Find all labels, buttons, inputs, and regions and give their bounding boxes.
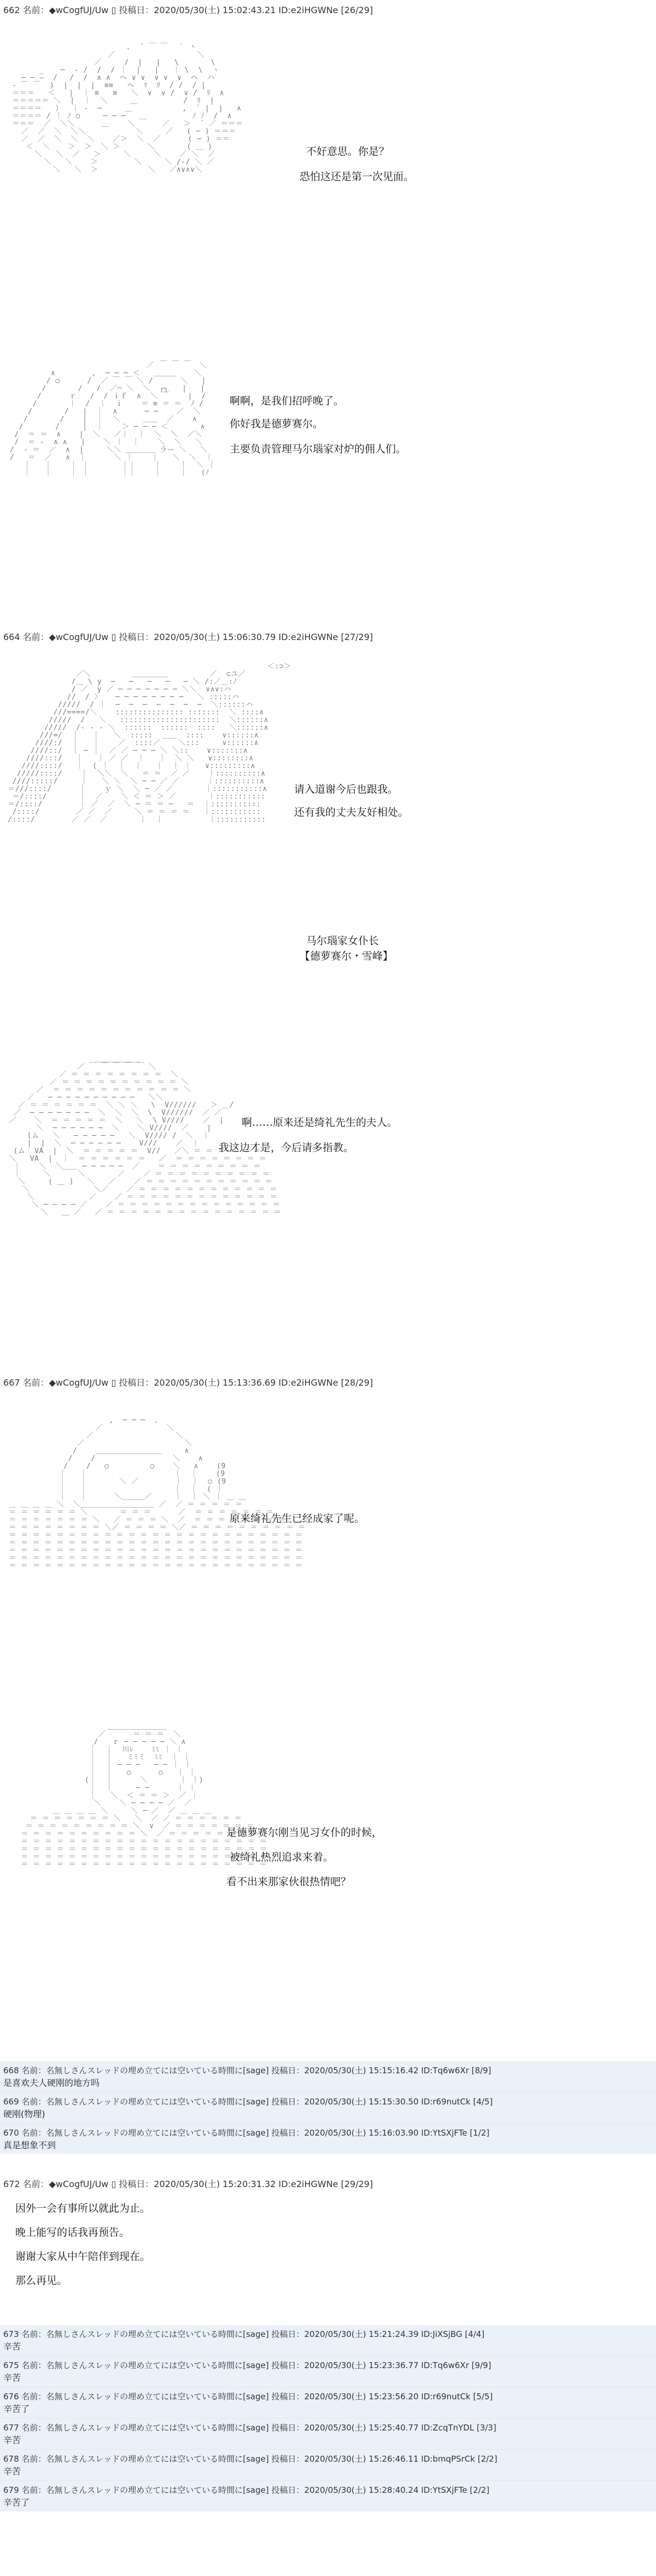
dialogue-line: 请入道谢今后也跟我。 xyxy=(294,783,399,795)
reply-header: 676 名前：名無しさんスレッドの埋め立てには空いている時間に[sage] 投稿日：2020/05/30(土) 15:23:56.20 ID:r69nutCk [5/5] xyxy=(3,2392,493,2401)
reply-post xyxy=(0,2387,656,2418)
dialogue-line: 啊……原来还是绮礼先生的夫人。 xyxy=(242,1117,398,1129)
reply-header: 670 名前：名無しさんスレッドの埋め立てには空いている時間に[sage] 投稿日：2020/05/30(土) 15:16:03.90 ID:YtSXjFTe [1/2] xyxy=(3,2128,490,2138)
caption-name: 【德萝赛尔・雪峰】 xyxy=(300,950,394,962)
ascii-art-figure: ＿＿＿＿＿＿＿＿ ／ ＝ ＝ ＝ ＼ / ｒ ─ ─ ─ ─ ─ ＼ ∧ ｜ ｜ 川ﾚ ﾐﾐ ｜ ｜ ｜ ｜ ミﾐミ ﾐﾐ ｜ ｜ ｜ ｜ ─ ─ ─ ─ ─ ｜ ｜ ｜ ｜ ○ ○ ｜ ｜ (｜ ｜ ＼ ｜ ｜) ｜ ｜ ─ ─ ｜ ｜ ｜ ＼ ＜ ＝ ＝ ＞ ／ ｜ ＼ ＼ ─ ─ ─ ─ ／ ／ ＿ ＿ ＿ ＿ ＼ ＼ ─ ／ ／ ＿ ＿ ＿ ＝ ＝ ＝ ＝ ＝ ＝ ＝ ＼ ＼ ／ ／ ＝ ＝ ＝ ＝ ＝ ＝ ＝ ＝ ＝ ＝ ＝ ＝ ＝ ＝ ＝ ＼ ∨ ／ ＝ ＝ ＝ ＝ ＝ ＝ ＝ ＝ ＝ ＝ ＝ ＝ ＝ ＝ ＝ ＝ ＝ ＼ ／ ＝ ＝ ＝ ＝ ＝ ＝ ＝ ＝ ＝ ＝ ＝ ＝ ＝ ＝ ＝ ＝ ＝ ＝ ＝ ＝ ＝ ＝ ＝ ＝ ＝ ＝ ＝ ＝ ＝ ＝ ＝ ＝ ＝ ＝ ＝ ＝ ＝ ＝ ＝ ＝ ＝ ＝ ＝ ＝ ＝ ＝ ＝ ＝ ＝ ＝ ＝ ＝ ＝ ＝ ＝ ＝ ＝ ＝ ＝ ＝ ＝ ＝ ＝ ＝ ＝ ＝ ＝ ＝ ＝ ＝ ＝ ＝ ＝ ＝ ＝ ＝ ＝ ＝ ＝ ＝ ＝ ＝ ＝ ＝ ＝ ＝ ＝ ＝ ＝ ＝ ＝ ＝ xyxy=(21,1723,267,1869)
dialogue-line: 还有我的丈夫友好相处。 xyxy=(294,806,409,818)
reply-header: 669 名前：名無しさんスレッドの埋め立てには空いている時間に[sage] 投稿日：2020/05/30(土) 15:15:30.50 ID:r69nutCk [4/5] xyxy=(3,2097,493,2107)
dialogue-line: 主要负责管理马尔瑙家对炉的佣人们。 xyxy=(230,443,407,455)
ascii-art-figure: ＜:⊃＞ ／＼ ＿＿＿＿＿ ／ ⊂ユ／ /＿ \ y ─ ─ ─ ─ ─ ＼ /:／＿:ﾉ / ／ y ／ ─ ─ ─ ─ ─ ─ ─ ＼＼ ∨∧∨:ハ // / 〉 ─ ─ ─ ─ ─ ─ ─ ─ ＼ :::::ハ ///// / ｜ ─ ─ ─ ─ ─ ─ ─ ＼::::::ハ ///====/＼ ::::::::::::::: ::::::: ＼ ::::∧ ///// / ＼ :::::::::::::::::::::: ＼::::::∧ ///// /‐ ‐ ‐ ＼ :::::: :::::: :::: ＼::::::∧ ///=/ ｜ ｜ ＼ ::::: ＿＿ :::: ∨::::::∧ ////:/ ｜ ｜ ／ ::::／ ＼::: ∨::::::∧ ////::/ ｜ ─ ｜ ／ ／ ─ ─ ─ ＼ ＼:: ∨:::::::∧ ////:::/ ｜ ｜ ／ ／ ｜ ｜ ＼ ＼ ∨::::::::∧ ////::::/ ｜ ( ｜ ｜ ｜ ｜ ｜ ｜ ∨:::::::::∧ /////::::/ ｜ ＼＼ ＼ ＝ ＝ ／ ／ ｜::::::::::∧ ////:::::/ ｜ ＼ ＼ ＼ ─ ─ ／ ／ ｜::::::::::∧ ＝///::::/ ｜ ｙ ＼ ＼ ─ ／ ／ ｜:::::::::::∧ ＝/::::/ ｜ ／ ＼ ＜ ＝ ＞ ／ ｜::::::::::: ＝/::::/ ｜ ／ ／ ＼ ─ ＝ ＝ ─ ＝ ｜::::::::::: /::::/ ／ ／ ／ ＼ ＝ ＝ ＝ ＝ ｜::::::::::: /::::/ ／ ／ ／ ｜ ｜ ｜::::::::::: xyxy=(8,662,291,824)
ascii-art-figure: ＿ ＿ ＿ ／ ＼ ∧ , ─ ─ ─ ＜ ＿＿＿ ＼ / ○ / ／ ￣ ￣ ＼ / ＼ | / / / ／⌒ ＼ ＼ ┌┐ | | / ｒ / / ｉｆ ∧ ＼ ￣ | / / ｜ / ｜ ｉ ＝ ≡ ＝ ＝ ﾉ / / / | ｜ ∧ ─ ─ ／ ＼ / / | ｜ ＼ ＿＿ ／ ∧ / / | ｜ ＞ ─ ─ ─ ＜ ∧ / ＝ ＝ ∧ | ＼ ／｜ ｜ ＼ ＼ ／＼ / ＝ ‐ ∧ ∧ | ＼ ｜ ｜ ＼ ＼ ＼ / ‐ ＝ ／ ∧ | ＼＼ ＿＿＿＿ ラー ＼ ＼ / ＝ ／ ∧ ｜ ＼ ｜ ｜ ＼ ＼ ｜ ｜ ｜ ｜ ｜ ｜｜ ｜ ｜ ＼ ｜ ｜ ｜ ｜ ｜ ｜｜ ｜ ｜ (ﾉ xyxy=(10,354,216,477)
reply-body: 真是想象不到 xyxy=(3,2140,56,2150)
post-header-667: 667 名前：◆wCogfUJ/Uw ▯ 投稿日：2020/05/30(土) 15:13:36.69 ID:e2iHGWNe [28/29] xyxy=(3,1377,373,1388)
reply-body: 辛苦了 xyxy=(3,2497,30,2508)
dialogue-line: 我这边才是，今后请多指教。 xyxy=(219,1142,354,1154)
reply-header: 679 名前：名無しさんスレッドの埋め立てには空いている時間に[sage] 投稿日：2020/05/30(土) 15:28:40.24 ID:YtSXjFTe [2/2] xyxy=(3,2485,490,2495)
dialogue-line: 恐怕这还是第一次见面。 xyxy=(300,171,414,183)
dialogue-line: 那么再见。 xyxy=(15,2275,68,2287)
post-header-672: 672 名前：◆wCogfUJ/Uw ▯ 投稿日：2020/05/30(土) 15:20:31.32 ID:e2iHGWNe [29/29] xyxy=(3,2179,373,2189)
reply-post xyxy=(0,2450,656,2480)
dialogue-line: 看不出来那家伙很热情吧？ xyxy=(226,1876,352,1888)
reply-header: 668 名前：名無しさんスレッドの埋め立てには空いている時間に[sage] 投稿日：2020/05/30(土) 15:15:16.42 ID:Tq6w6Xr [8/9] xyxy=(3,2066,491,2075)
dialogue-line: 晚上能写的话我再预告。 xyxy=(15,2226,130,2238)
reply-post xyxy=(0,2061,656,2092)
post-header-664: 664 名前：◆wCogfUJ/Uw ▯ 投稿日：2020/05/30(土) 15:06:30.79 ID:e2iHGWNe [27/29] xyxy=(3,632,373,642)
ascii-art-figure: . ´ ￣ ￣ ｀ 丶 ／ ＼ ／ / | | \ \ _ ─ ‐ / / / ｜ | | ｜ \ \ ヽ ─ ─ ― / / / ∧ ∧ ヘ ∨ ∨ ∨ ∨ ∨ ヘ ハ ‐ ￣ ￣ ) | | | ≡≡ ヘ ﾏ ﾘ / / / | ＝＝＝ ＜ | ｜ ≡ ≡ ＼ ∨ ∨ / ∨ / ﾘ ∧ ＝＝＝＝＝ ＼ | ｜ ＼ ＿ / ﾘ | ＝＝＝＝ ） ｜ ‐ ─ ＿ , ´ | | ∧ ＝＝＝＝ / ｜ ﾉ ○ ─ ─ ─ ＿ ﾉ ﾉ / ∧ ＝＝＝ ／ ＼＼ ＿ ＼ ／ ＞ ´ ／ ＝＝＝ ／ ／ ＼ ＼＼ ＼ ／ ( ─ ) ＝＝＝ ／ ／ ＼ ＼ ＼ ／＞ ＼ ／ ( ─ ) ＝＝ ＜ ＼ ＞ ＞ ＼ ＞ ＼ ( ＿ ) ＼ ＼ ／ ＞ ＼ ＼ ／ ＼ ／ ＼ ＼ ＞ ＼ ＼ /-/ ＼ ／ ＼ ＼ ＞ ＼ ／∧∨∧∨＼ xyxy=(12,43,243,174)
reply-body: 硬刚(物理) xyxy=(3,2109,45,2119)
reply-header: 673 名前：名無しさんスレッドの埋め立てには空いている時間に[sage] 投稿日：2020/05/30(土) 15:21:24.39 ID:JiXSjBG [4/4] xyxy=(3,2329,485,2339)
dialogue-line: 被绮礼热烈追求来着。 xyxy=(230,1851,334,1863)
reply-post xyxy=(0,2418,656,2449)
reply-body: 辛苦了 xyxy=(3,2404,30,2414)
reply-header: 677 名前：名無しさんスレッドの埋め立てには空いている時間に[sage] 投稿日：2020/05/30(土) 15:25:40.77 ID:ZcqTnYDL [3/3] xyxy=(3,2423,496,2433)
reply-post xyxy=(0,2481,656,2511)
dialogue-line: 不好意思。你是？ xyxy=(306,146,390,158)
ascii-art-figure: , ─ ─ ─ 、 ／ ＼ ／ ＼ ／ ＼ / ＿＿＿＿＿＿＿＿＿ ∧ / / ＼ ∧ / / ○ ○ ＼ ∧ (9 ｜ ｜ ｜ ｜ (9 ｜ ｜ ＼ ／ ｜ ｜ ○ (9 ｜ ｜ ｜ ｜ ( ｜ ｜ ｜ ＼＿＿＿／ ｜ ｜ ＼ ｜ ＿ ＿ ＿ ＿ ＿ ＿ ＼ ＼＿＿＿＿＿＿＿＿＿＿ ／ ／ ＝ ＝ ＝ ＝ ＝ ＝ ＝ ＝ ＝ ＝ ＝ ＼ ＝ ＝ ＝ ／ ＝ ＝ ＝ ＝ ＝ ＝ ＝ ＝ ＝ ＝ ＝ ＝ ＝ ＝ ＼ ／ ＝ ＝ ＝ ＼ ／ ＝ ＝ ＝ ＝ ＝ ＝ ＝ ＝ ＝ ＝ ＝ ＝ ＝ ＝ ＝ ＝ ＼／ ＝ ＝ ＝ ＝ ＼／ ＝ ＝ ＝ ＝ ＝ ＝ ＝ ＝ ＝ ＝ ＝ ＝ ＝ ＝ ＝ ＝ ＝ ＝ ＝ ＝ ＝ ＝ ＝ ＝ ＝ ＝ ＝ ＝ ＝ ＝ ＝ ＝ ＝ ＝ ＝ ＝ ＝ ＝ ＝ ＝ ＝ ＝ ＝ ＝ ＝ ＝ ＝ ＝ ＝ ＝ ＝ ＝ ＝ ＝ ＝ ＝ ＝ ＝ ＝ ＝ ＝ ＝ ＝ ＝ ＝ ＝ ＝ ＝ ＝ ＝ ＝ ＝ ＝ ＝ ＝ ＝ ＝ ＝ ＝ ＝ ＝ ＝ ＝ ＝ ＝ ＝ ＝ ＝ ＝ ＝ ＝ ＝ ＝ ＝ ＝ ＝ ＝ ＝ ＝ ＝ ＝ ＝ ＝ ＝ ＝ ＝ ＝ ＝ ＝ ＝ ＝ ＝ ＝ ＝ ＝ ＝ ＝ ＝ ＝ ＝ ＝ ＝ ＝ ＝ ＝ ＝ ＝ ＝ ＝ ＝ ＝ ＝ ＝ ＝ ＝ xyxy=(9,1416,306,1570)
dialogue-line: 啊啊，是我们招呼晚了。 xyxy=(230,395,344,407)
reply-header: 678 名前：名無しさんスレッドの埋め立てには空いている時間に[sage] 投稿日：2020/05/30(土) 15:26:46.11 ID:bmqPSrCk [2/2] xyxy=(3,2454,497,2464)
reply-body: 辛苦 xyxy=(3,2373,21,2383)
caption-title: 马尔瑙家女仆长 xyxy=(306,935,379,947)
dialogue-line: 原来绮礼先生已经成家了呢。 xyxy=(230,1513,365,1525)
reply-post xyxy=(0,2356,656,2387)
ascii-art-figure: ＿＿＿＿＿＿ ／ ￣ ￣ ￣ ￣ ￣ ＼ ／ ＝ ＝ ＝ ＝ ＝ ＝ ＝ ＝ ＼ ／ ＝ ＝ ＝ ＝ ＝ ＝ ＝ ＝ ＝ ＝ ＼ ／ ＝ ＝ ＝ ＝ ＝ ＝ ＝ ＝ ＝ ＝ ＝ ＼ ／ ─ ─ ─ ─ ─ ─ ─ ─ ─ ─ ＼＼ ／ ＝ ＝ ＝ ＝ ＝ ＝ ＼ ＼ ＼ \ V////// ＞ ＿/ ／ ─ ─ ─ ─ ─ ─ ─ ＼ ＼ ＼ \ V////// ／ ／ ／ ＼ ＝ ＝ ＝ ＝ ＝ ＼ ＼ \ V//// ／ | ＼ ─ ─ ─ ─ ─ ─ ＼ ＼ V//// ／ | (ム ＼ ─ ─ ─ ─ ─ ＼ V//// / ＼ ｜ | | ＼ ─ ─ ─ ─ ─ ─ V/// ／ ｜ (ム VA | ＼ ＝ ＝ ＝ ＝ ＝ V// ／＼ ＝ ＝ ＝ ＝ ＝ ＝ ＼ VA | ｜ ＝ ＝ ＝ ＝ ＝ ＝ ／ ＝ ＝ ＝ ＝ ＝ ＝ ＝ ＝ ｜ ＼ ＼＿＿ ─ ─ ─ ─ ─ ／ ＝ ＝ ＝ ＝ ＝ ＝ ＝ ＝ ＝ ｜ ＼ ＼ ／ ／ ＝ ＝ ＝ ＝ ＝ ＝ ＝ ＝ ＝ ＝ ＼ ( ＿ ) ＼ ／ ／ ＝ ＝ ＝ ＝ ＝ ＝ ＝ ＝ ＝ ＝ ＝ ＼ ＼／ ／ ＝ ＝ ＝ ＝ ＝ ＝ ＝ ＝ ＝ ＝ ＝ ＝ ＼ ／ ／ ＝ ＝ ＝ ＝ ＝ ＝ ＝ ＝ ＝ ＝ ＝ ＝ ＝ ＼ ─ ─ ─ ─ ／ ／ ＝ ＝ ＝ ＝ ＝ ＝ ＝ ＝ ＝ ＝ ＝ ＝ ＝ ＝ ＼ ＿ ／ ／ ＝ ＝ ＝ ＝ ＝ ＝ ＝ ＝ ＝ ＝ ＝ ＝ ＝ ＝ ＝ xyxy=(9,1055,282,1217)
reply-header: 675 名前：名無しさんスレッドの埋め立てには空いている時間に[sage] 投稿日：2020/05/30(土) 15:23:36.77 ID:Tq6w6Xr [9/9] xyxy=(3,2360,491,2370)
reply-body: 辛苦 xyxy=(3,2341,21,2352)
dialogue-line: 是德萝赛尔刚当见习女仆的时候， xyxy=(226,1827,383,1839)
dialogue-line: 谢谢大家从中午陪伴到现在。 xyxy=(15,2251,151,2263)
reply-body: 辛苦 xyxy=(3,2435,21,2445)
reply-post xyxy=(0,2124,656,2154)
reply-post xyxy=(0,2325,656,2356)
dialogue-line: 因外一会有事所以就此为止。 xyxy=(15,2202,151,2214)
reply-body: 是喜欢夫人硬刚的地方吗 xyxy=(3,2078,100,2088)
reply-post xyxy=(0,2092,656,2123)
reply-body: 辛苦 xyxy=(3,2466,21,2476)
post-header-662: 662 名前：◆wCogfUJ/Uw ▯ 投稿日：2020/05/30(土) 15:02:43.21 ID:e2iHGWNe [26/29] xyxy=(3,5,373,15)
dialogue-line: 你好我是德萝赛尔。 xyxy=(230,418,324,430)
